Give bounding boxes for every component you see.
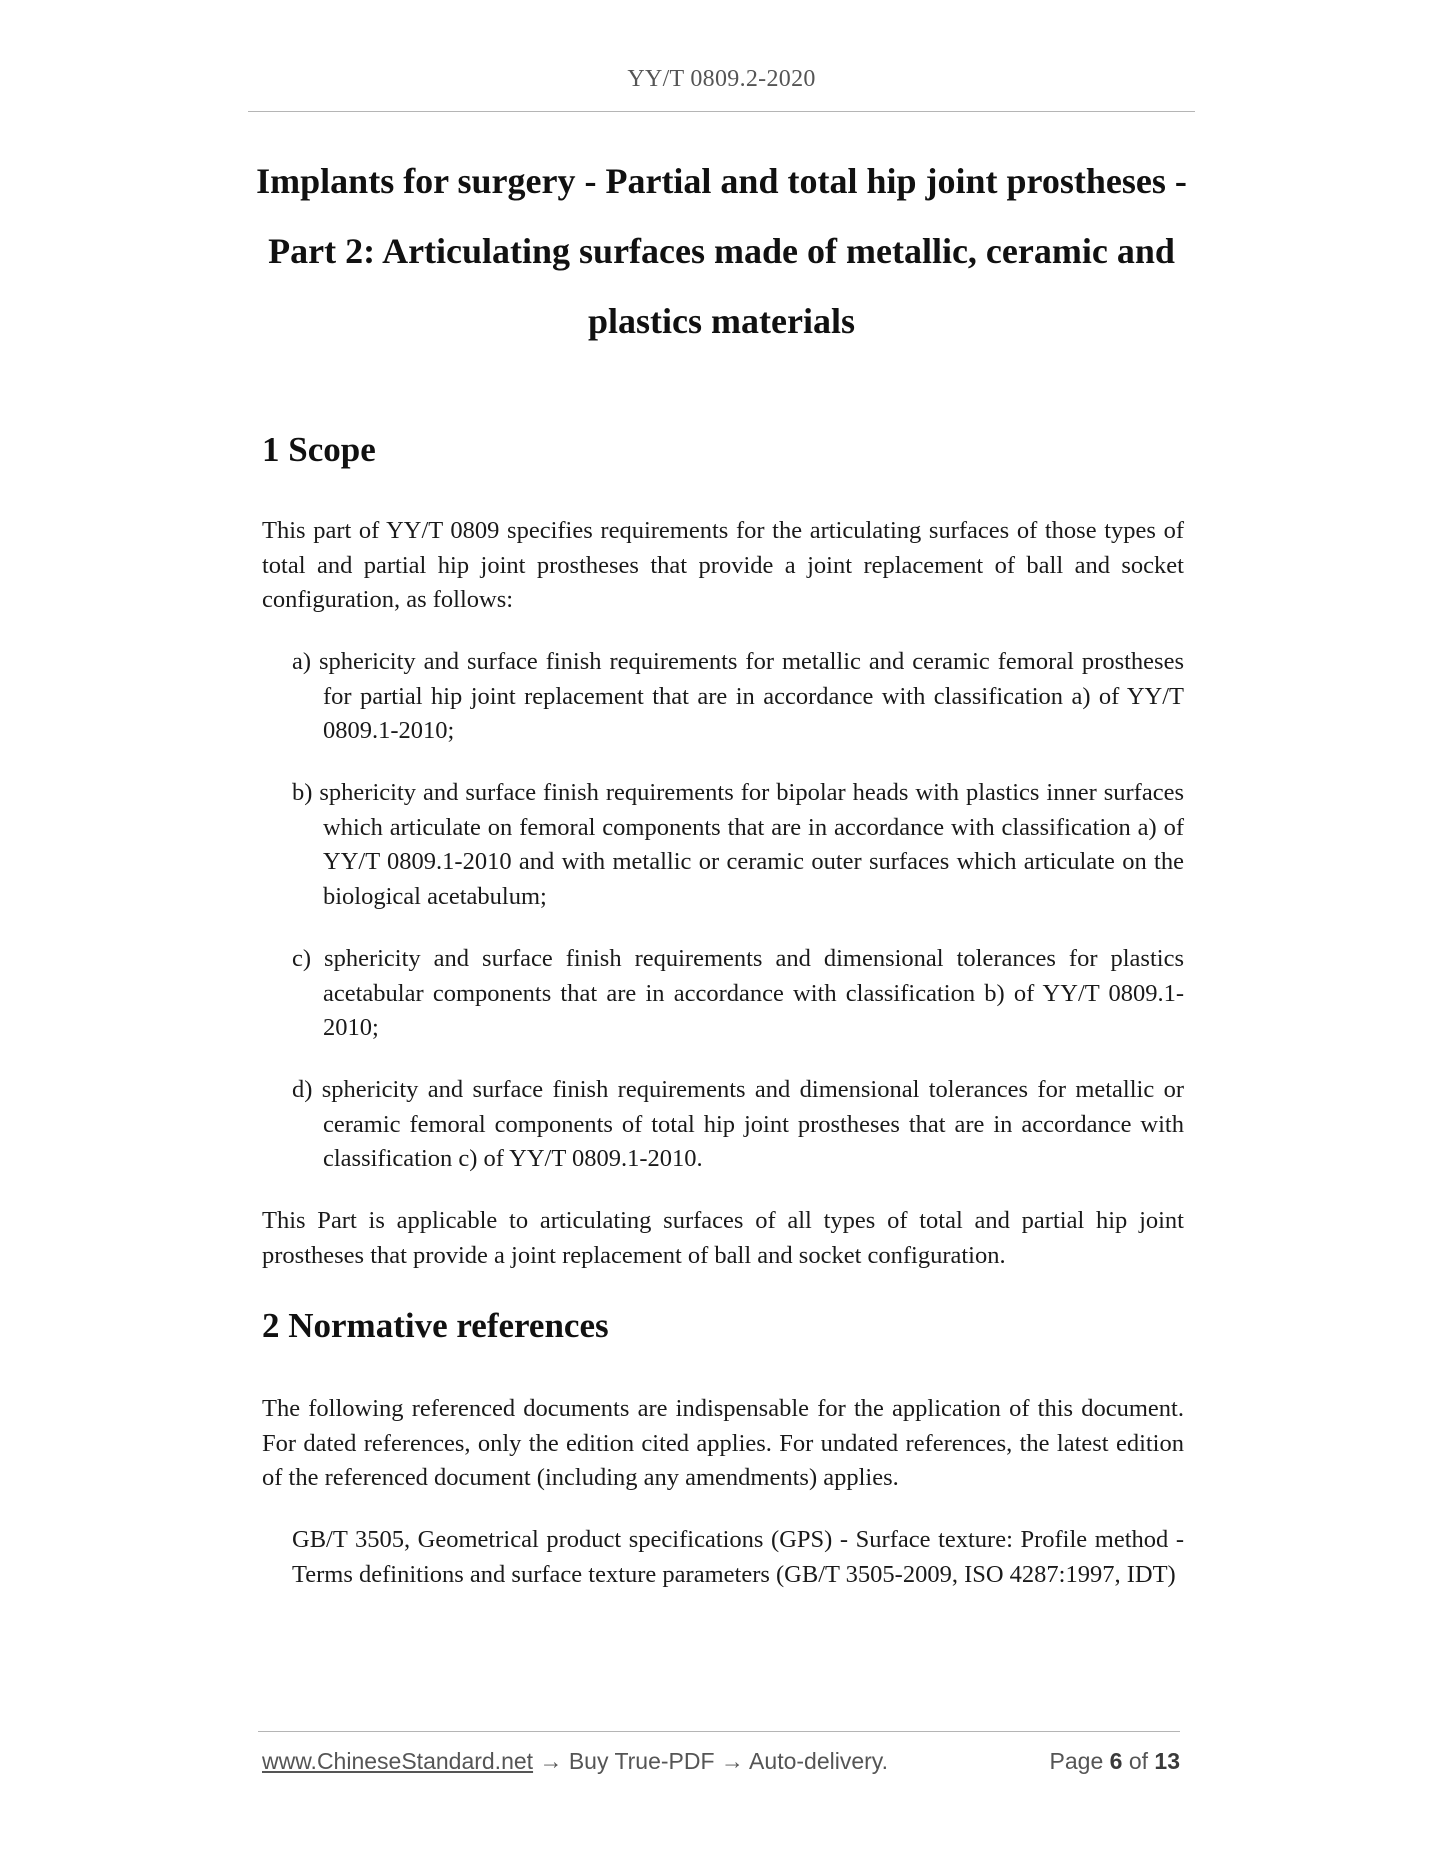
page-indicator — [1050, 1748, 1180, 1775]
page-label: Page — [1049, 1748, 1104, 1774]
page-of-label: of — [1128, 1748, 1149, 1774]
scope-list-item-d: d) sphericity and surface finish requirements and dimensional tolerances for metallic or ceramic femoral components of total hip joint prostheses that are in accordance with classification c) of YY/T 0809.1-2010. — [292, 1076, 1184, 1172]
page-current-number: 6 — [1109, 1748, 1123, 1774]
header-divider — [248, 111, 1195, 112]
reference-item-gbt-3505: GB/T 3505, Geometrical product specifications (GPS) - Surface texture: Profile method - Terms definitions and surface texture parameters (GB/T 3505-2009, ISO 4287:1997, IDT) — [292, 1526, 1184, 1588]
scope-list-item-b: b) sphericity and surface finish requirements for bipolar heads with plastics inner surfaces which articulate on femoral components that are in accordance with classification a) of YY/T 0809.1-2010 and with metallic or ceramic outer surfaces which articulate on the biological acetabulum; — [292, 779, 1184, 910]
chinesestandard-link[interactable]: www.ChineseStandard.net — [262, 1748, 534, 1774]
page-footer — [262, 1748, 1180, 1775]
scope-closing-paragraph: This Part is applicable to articulating surfaces of all types of total and partial hip joint prostheses that provide a joint replacement of ball and socket configuration. — [262, 1207, 1184, 1269]
title-line-1: Implants for surgery - Partial and total hip joint prostheses - — [256, 161, 1187, 201]
scope-list-item-c: c) sphericity and surface finish requirements and dimensional tolerances for plastics acetabular components that are in accordance with classification b) of YY/T 0809.1-2010; — [292, 945, 1184, 1041]
running-header: YY/T 0809.2-2020 — [627, 66, 816, 92]
title-line-3: plastics materials — [588, 301, 855, 341]
footer-divider — [258, 1731, 1180, 1732]
section-heading-scope: 1 Scope — [262, 430, 376, 469]
title-line-2: Part 2: Articulating surfaces made of metallic, ceramic and — [268, 231, 1175, 271]
normative-intro-paragraph: The following referenced documents are indispensable for the application of this document. For dated references, only the edition cited applies. For undated references, the latest edition of the referenced document (including any amendments) applies. — [262, 1395, 1184, 1491]
footer-tagline: → Buy True-PDF → Auto-delivery. — [533, 1748, 888, 1774]
document-title — [248, 146, 1195, 356]
section-heading-normative-references: 2 Normative references — [262, 1306, 609, 1345]
scope-list-item-a: a) sphericity and surface finish requirements for metallic and ceramic femoral prostheses for partial hip joint replacement that are in accordance with classification a) of YY/T 0809.1-2010; — [292, 648, 1184, 744]
scope-intro-paragraph: This part of YY/T 0809 specifies requirements for the articulating surfaces of those types of total and partial hip joint prostheses that provide a joint replacement of ball and socket configuration, as follows: — [262, 517, 1184, 613]
page-total-number: 13 — [1154, 1748, 1180, 1774]
